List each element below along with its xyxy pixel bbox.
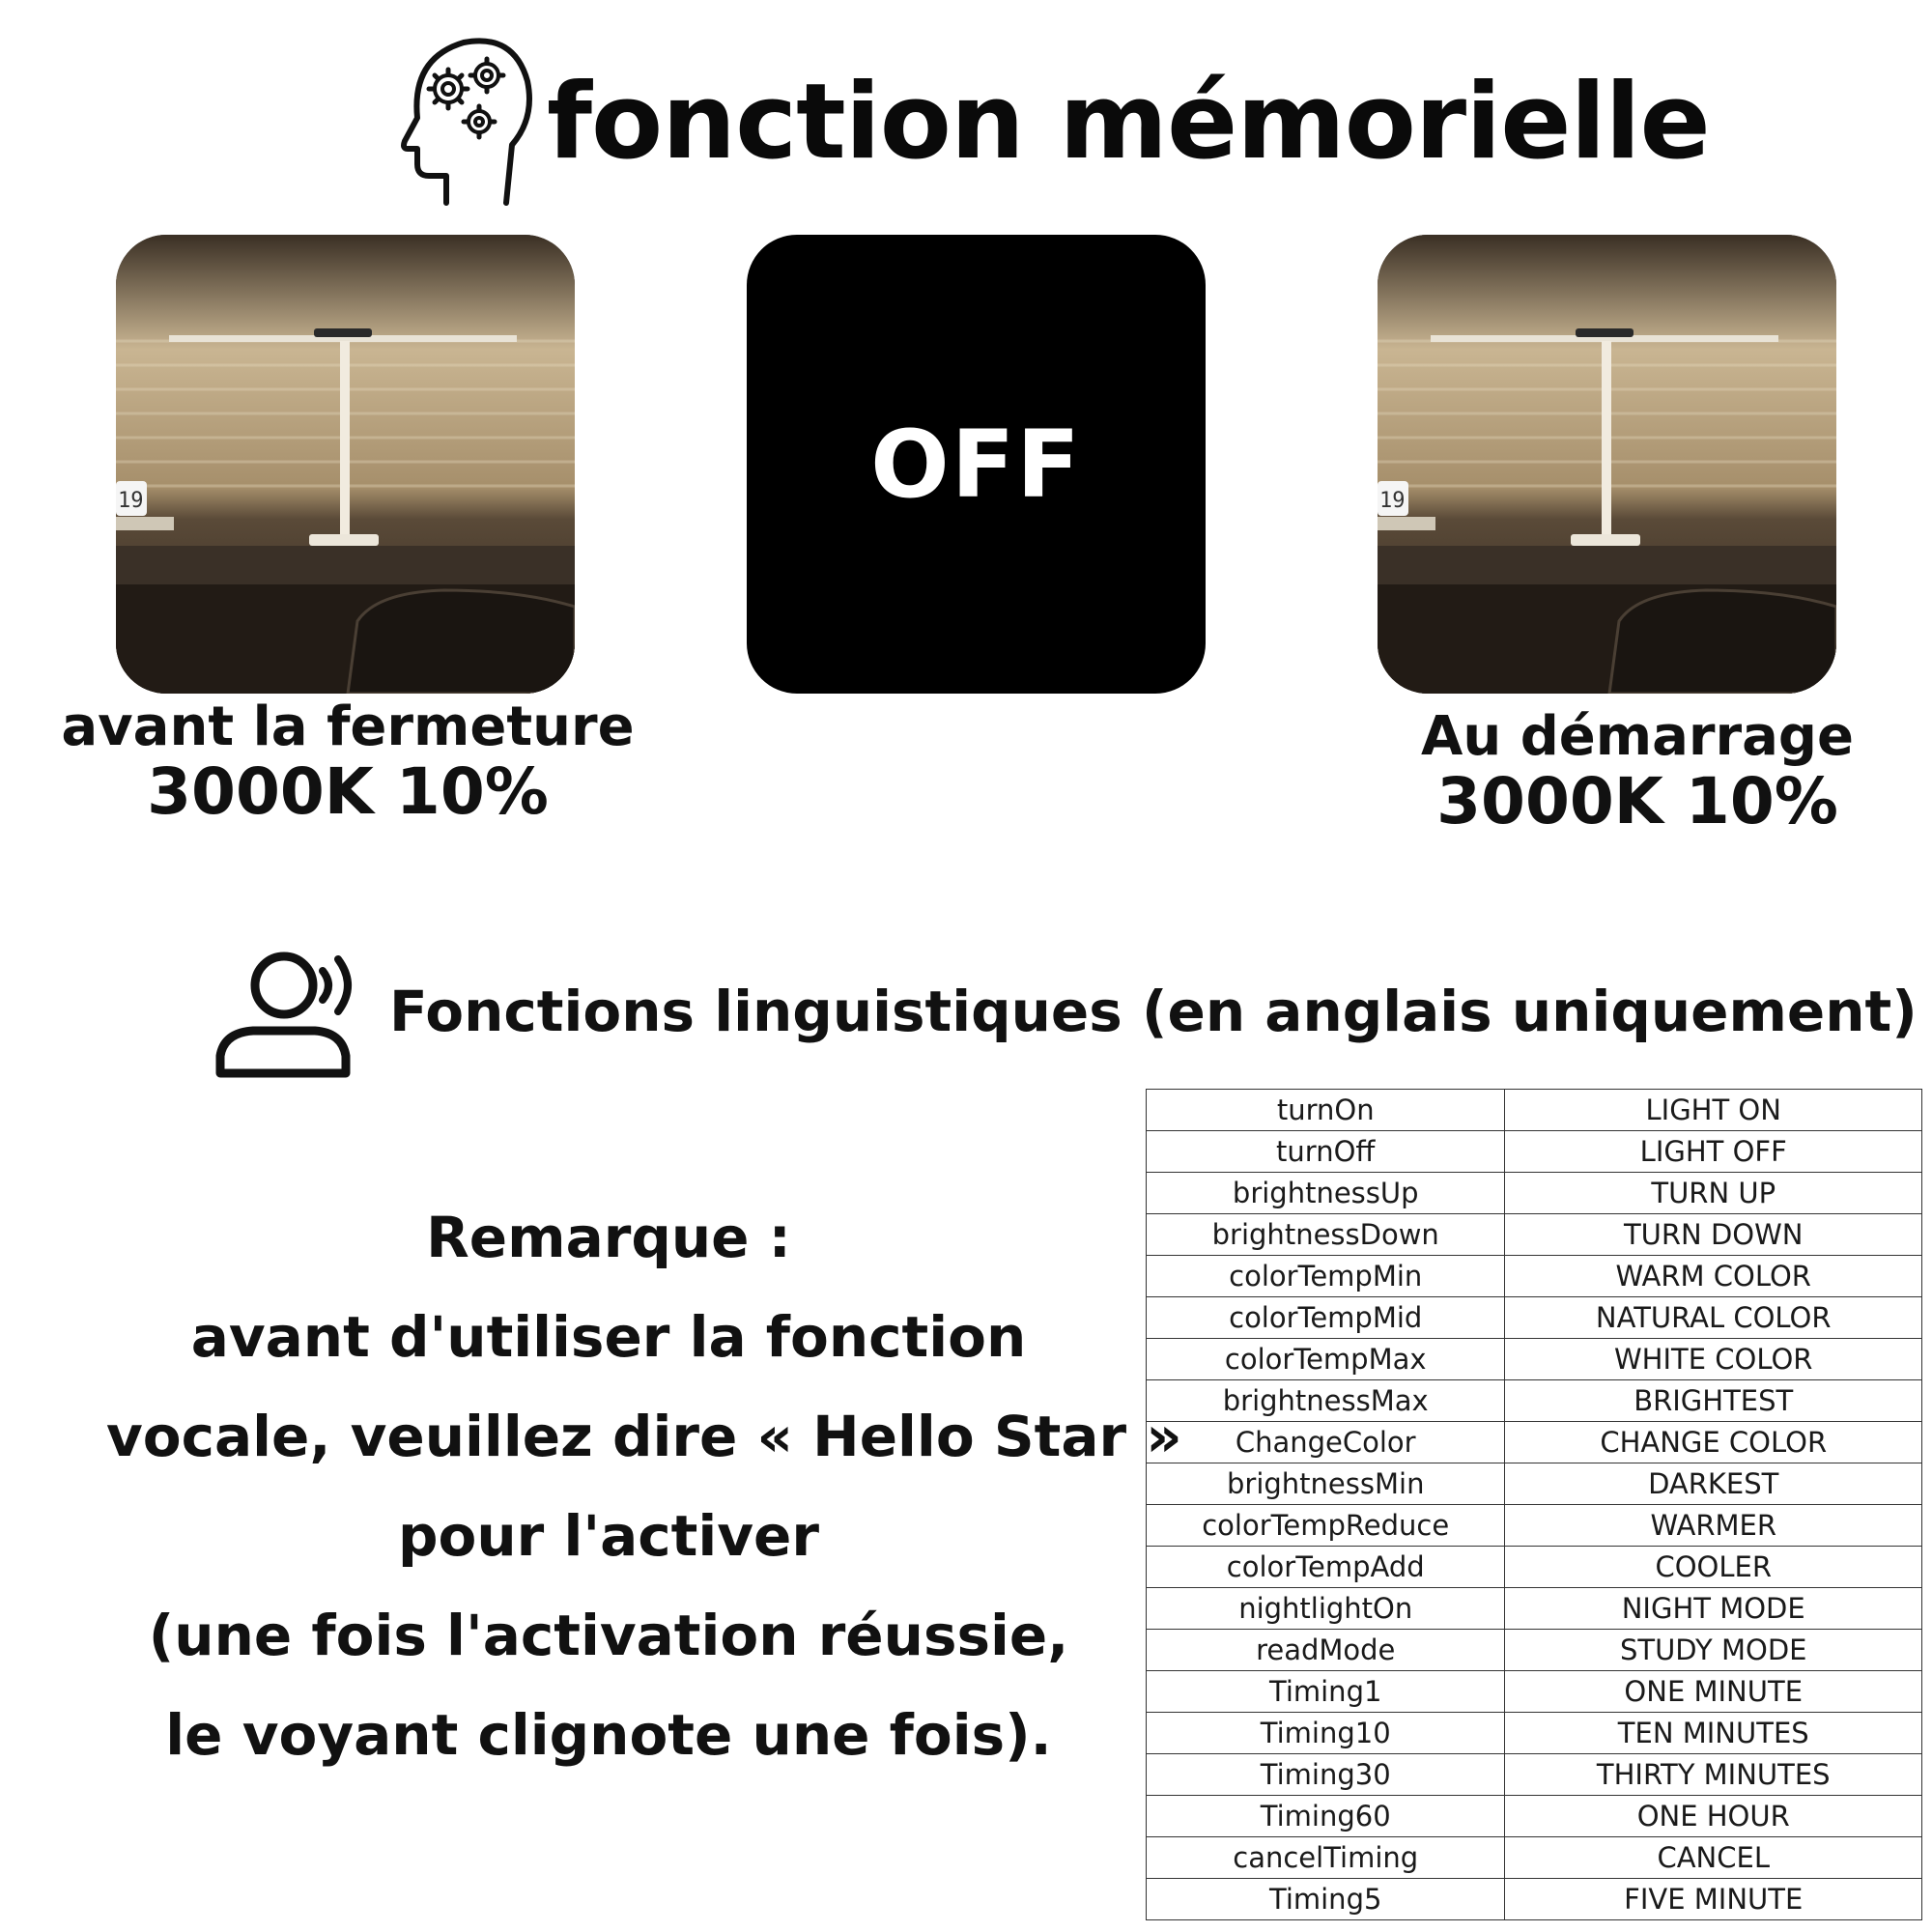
command-key: colorTempMin xyxy=(1147,1256,1505,1297)
table-row xyxy=(1147,1090,1922,1131)
head-gears-icon xyxy=(379,29,535,208)
caption-after-value: 3000K 10% xyxy=(1436,763,1838,838)
clock-display: 19 xyxy=(1379,489,1406,513)
command-phrase: BRIGHTEST xyxy=(1505,1380,1922,1422)
command-phrase: STUDY MODE xyxy=(1505,1630,1922,1671)
command-phrase: WARMER xyxy=(1505,1505,1922,1547)
caption-before xyxy=(58,697,638,827)
command-phrase: NATURAL COLOR xyxy=(1505,1297,1922,1339)
table-row xyxy=(1147,1256,1922,1297)
remark-line: vocale, veuillez dire « Hello Star » xyxy=(106,1404,1182,1469)
lamp-photo-before xyxy=(116,235,575,694)
table-row xyxy=(1147,1463,1922,1505)
remark-line: le voyant clignote une fois). xyxy=(165,1702,1052,1768)
table-row xyxy=(1147,1713,1922,1754)
command-key: Timing1 xyxy=(1147,1671,1505,1713)
command-phrase: CANCEL xyxy=(1505,1837,1922,1879)
table-row xyxy=(1147,1505,1922,1547)
command-phrase: ONE HOUR xyxy=(1505,1796,1922,1837)
remark-line: Remarque : xyxy=(426,1205,791,1270)
command-key: colorTempAdd xyxy=(1147,1547,1505,1588)
command-key: cancelTiming xyxy=(1147,1837,1505,1879)
table-row xyxy=(1147,1297,1922,1339)
lamp-photo-after xyxy=(1378,235,1836,694)
table-row xyxy=(1147,1588,1922,1630)
command-phrase: COOLER xyxy=(1505,1547,1922,1588)
command-key: colorTempReduce xyxy=(1147,1505,1505,1547)
speaking-person-icon xyxy=(214,950,369,1085)
command-key: ChangeColor xyxy=(1147,1422,1505,1463)
command-phrase: TURN UP xyxy=(1505,1173,1922,1214)
table-row xyxy=(1147,1754,1922,1796)
table-row xyxy=(1147,1173,1922,1214)
command-phrase: WHITE COLOR xyxy=(1505,1339,1922,1380)
remark-line: (une fois l'activation réussie, xyxy=(148,1603,1069,1668)
command-key: brightnessMax xyxy=(1147,1380,1505,1422)
command-key: colorTempMax xyxy=(1147,1339,1505,1380)
command-key: brightnessDown xyxy=(1147,1214,1505,1256)
command-phrase: ONE MINUTE xyxy=(1505,1671,1922,1713)
clock-display: 19 xyxy=(118,489,144,513)
remark-note xyxy=(106,1188,1182,1785)
command-key: nightlightOn xyxy=(1147,1588,1505,1630)
command-phrase: FIVE MINUTE xyxy=(1505,1879,1922,1920)
voice-command-table xyxy=(1146,1089,1922,1920)
table-row xyxy=(1147,1380,1922,1422)
command-phrase: CHANGE COLOR xyxy=(1505,1422,1922,1463)
remark-line: pour l'activer xyxy=(398,1503,819,1569)
table-row xyxy=(1147,1339,1922,1380)
table-row xyxy=(1147,1630,1922,1671)
command-phrase: WARM COLOR xyxy=(1505,1256,1922,1297)
table-row xyxy=(1147,1214,1922,1256)
command-key: colorTempMid xyxy=(1147,1297,1505,1339)
remark-line: avant d'utiliser la fonction xyxy=(190,1304,1027,1370)
command-key: brightnessUp xyxy=(1147,1173,1505,1214)
command-key: brightnessMin xyxy=(1147,1463,1505,1505)
command-phrase: LIGHT ON xyxy=(1505,1090,1922,1131)
table-row xyxy=(1147,1879,1922,1920)
command-key: Timing10 xyxy=(1147,1713,1505,1754)
voice-section-title: Fonctions linguistiques (en anglais uniquement) xyxy=(389,979,1918,1044)
command-phrase: DARKEST xyxy=(1505,1463,1922,1505)
caption-before-value: 3000K 10% xyxy=(147,753,549,829)
table-row xyxy=(1147,1131,1922,1173)
command-phrase: LIGHT OFF xyxy=(1505,1131,1922,1173)
table-row xyxy=(1147,1837,1922,1879)
off-label: OFF xyxy=(870,410,1082,519)
table-row xyxy=(1147,1422,1922,1463)
command-key: turnOff xyxy=(1147,1131,1505,1173)
caption-after-label: Au démarrage xyxy=(1421,705,1854,768)
command-phrase: TEN MINUTES xyxy=(1505,1713,1922,1754)
caption-after xyxy=(1348,707,1927,837)
command-key: readMode xyxy=(1147,1630,1505,1671)
command-phrase: NIGHT MODE xyxy=(1505,1588,1922,1630)
command-key: Timing60 xyxy=(1147,1796,1505,1837)
page-title: fonction mémorielle xyxy=(547,62,1710,183)
command-key: Timing5 xyxy=(1147,1879,1505,1920)
command-phrase: THIRTY MINUTES xyxy=(1505,1754,1922,1796)
command-phrase: TURN DOWN xyxy=(1505,1214,1922,1256)
command-key: turnOn xyxy=(1147,1090,1505,1131)
table-row xyxy=(1147,1547,1922,1588)
off-state-tile xyxy=(747,235,1206,694)
caption-before-label: avant la fermeture xyxy=(61,696,635,758)
table-row xyxy=(1147,1796,1922,1837)
command-key: Timing30 xyxy=(1147,1754,1505,1796)
table-row xyxy=(1147,1671,1922,1713)
